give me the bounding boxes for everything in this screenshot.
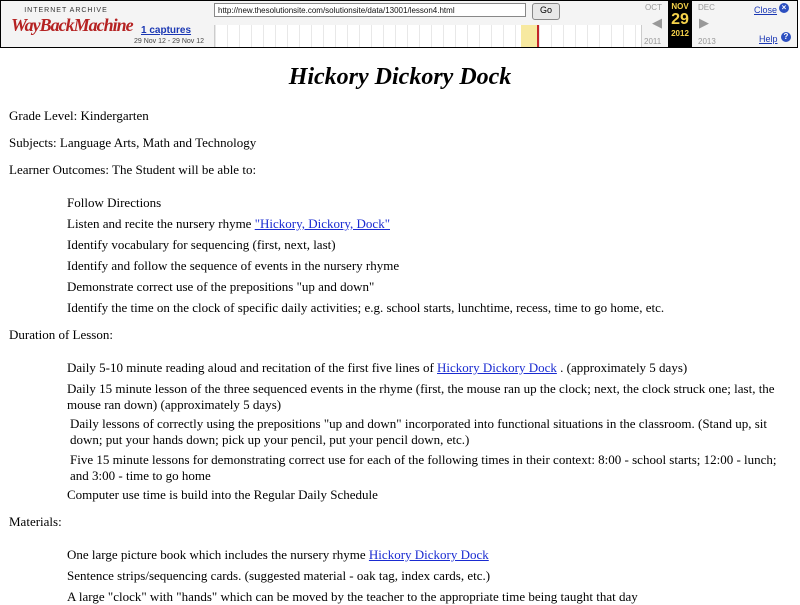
duration-heading: Duration of Lesson: — [9, 327, 113, 342]
captures-link[interactable]: 1 captures — [141, 25, 192, 36]
current-month: NOV — [671, 2, 689, 11]
duration-text: Daily 5-10 minute reading aloud and recitation of the first five lines of — [67, 360, 438, 375]
close-icon[interactable]: × — [779, 3, 789, 13]
next-year-label[interactable]: 2013 — [698, 37, 716, 46]
wayback-logo[interactable] — [11, 7, 133, 45]
next-arrow-icon[interactable]: ▶ — [699, 15, 709, 30]
outcome-text: Listen and recite the nursery rhyme — [67, 216, 255, 231]
outcome-item: Follow Directions — [67, 195, 162, 210]
logo-line-2: WayBackMachine — [11, 15, 133, 35]
outcome-item: Demonstrate correct use of the prepositions "up and down" — [67, 279, 375, 294]
sparkline-capture-marker[interactable] — [537, 25, 539, 47]
logo-line-1: INTERNET ARCHIVE — [24, 7, 108, 14]
subjects: Subjects: Language Arts, Math and Technology — [9, 135, 257, 150]
duration-item: Daily lessons of correctly using the prepositions "up and down" incorporated into functional situations in the classroom. (Stand up, sit down; put your hands down; pick up your pencil, put your pencil down, etc.) — [70, 416, 767, 447]
grade-level: Grade Level: Kindergarten — [9, 108, 149, 123]
material-text: One large picture book which includes the nursery rhyme — [67, 547, 369, 562]
current-day: 29 — [671, 11, 689, 28]
url-input[interactable]: http://new.thesolutionsite.com/solutionsite/data/13001/lesson4.html — [214, 3, 526, 17]
next-month-label[interactable]: DEC — [698, 3, 715, 12]
duration-item: Computer use time is build into the Regular Daily Schedule — [67, 487, 378, 502]
rhyme-link[interactable]: Hickory Dickory Dock — [437, 360, 557, 375]
outcomes-heading: Learner Outcomes: The Student will be able to: — [9, 162, 257, 177]
duration-item: Five 15 minute lessons for demonstrating correct use for each of the following times in their context: 8:00 - school starts; 12:00 - lunch; and 3:00 - time to go home — [70, 452, 777, 483]
nursery-rhyme-link[interactable]: "Hickory, Dickory, Dock" — [254, 216, 390, 231]
current-year: 2012 — [671, 29, 689, 38]
outcome-item: Identify the time on the clock of specific daily activities; e.g. school starts, lunchtime, recess, time to go home, etc. — [67, 300, 665, 315]
go-button[interactable]: Go — [532, 3, 560, 20]
help-link[interactable]: Help — [759, 34, 778, 44]
prev-year-label[interactable]: 2011 — [644, 37, 662, 46]
current-date — [668, 1, 692, 47]
duration-item: Daily 15 minute lesson of the three sequenced events in the rhyme (first, the mouse ran up the clock; next, the clock struck one; last, the mouse ran down) (approximately 5 days) — [67, 381, 775, 412]
picture-book-link[interactable]: Hickory Dickory Dock — [368, 547, 489, 562]
prev-arrow-icon[interactable]: ◀ — [652, 15, 662, 30]
material-item: A large "clock" with "hands" which can be moved by the teacher to the appropriate time being taught that day — [67, 589, 638, 604]
duration-item — [67, 360, 687, 376]
prev-month-label[interactable]: OCT — [645, 3, 662, 12]
materials-heading: Materials: — [9, 514, 62, 529]
material-item: Sentence strips/sequencing cards. (suggested material - oak tag, index cards, etc.) — [67, 568, 491, 583]
material-item — [67, 547, 489, 563]
wayback-toolbar — [0, 0, 798, 48]
duration-text: . (approximately 5 days) — [556, 360, 688, 375]
capture-sparkline[interactable] — [214, 25, 642, 47]
close-link[interactable]: Close — [754, 5, 778, 15]
outcome-item: Identify vocabulary for sequencing (first, next, last) — [67, 237, 336, 252]
capture-date-range: 29 Nov 12 - 29 Nov 12 — [134, 38, 205, 45]
help-icon[interactable]: ? — [781, 32, 791, 42]
outcome-item: Identify and follow the sequence of events in the nursery rhyme — [67, 258, 400, 273]
outcome-item — [67, 216, 390, 232]
page-title: Hickory Dickory Dock — [288, 64, 512, 90]
